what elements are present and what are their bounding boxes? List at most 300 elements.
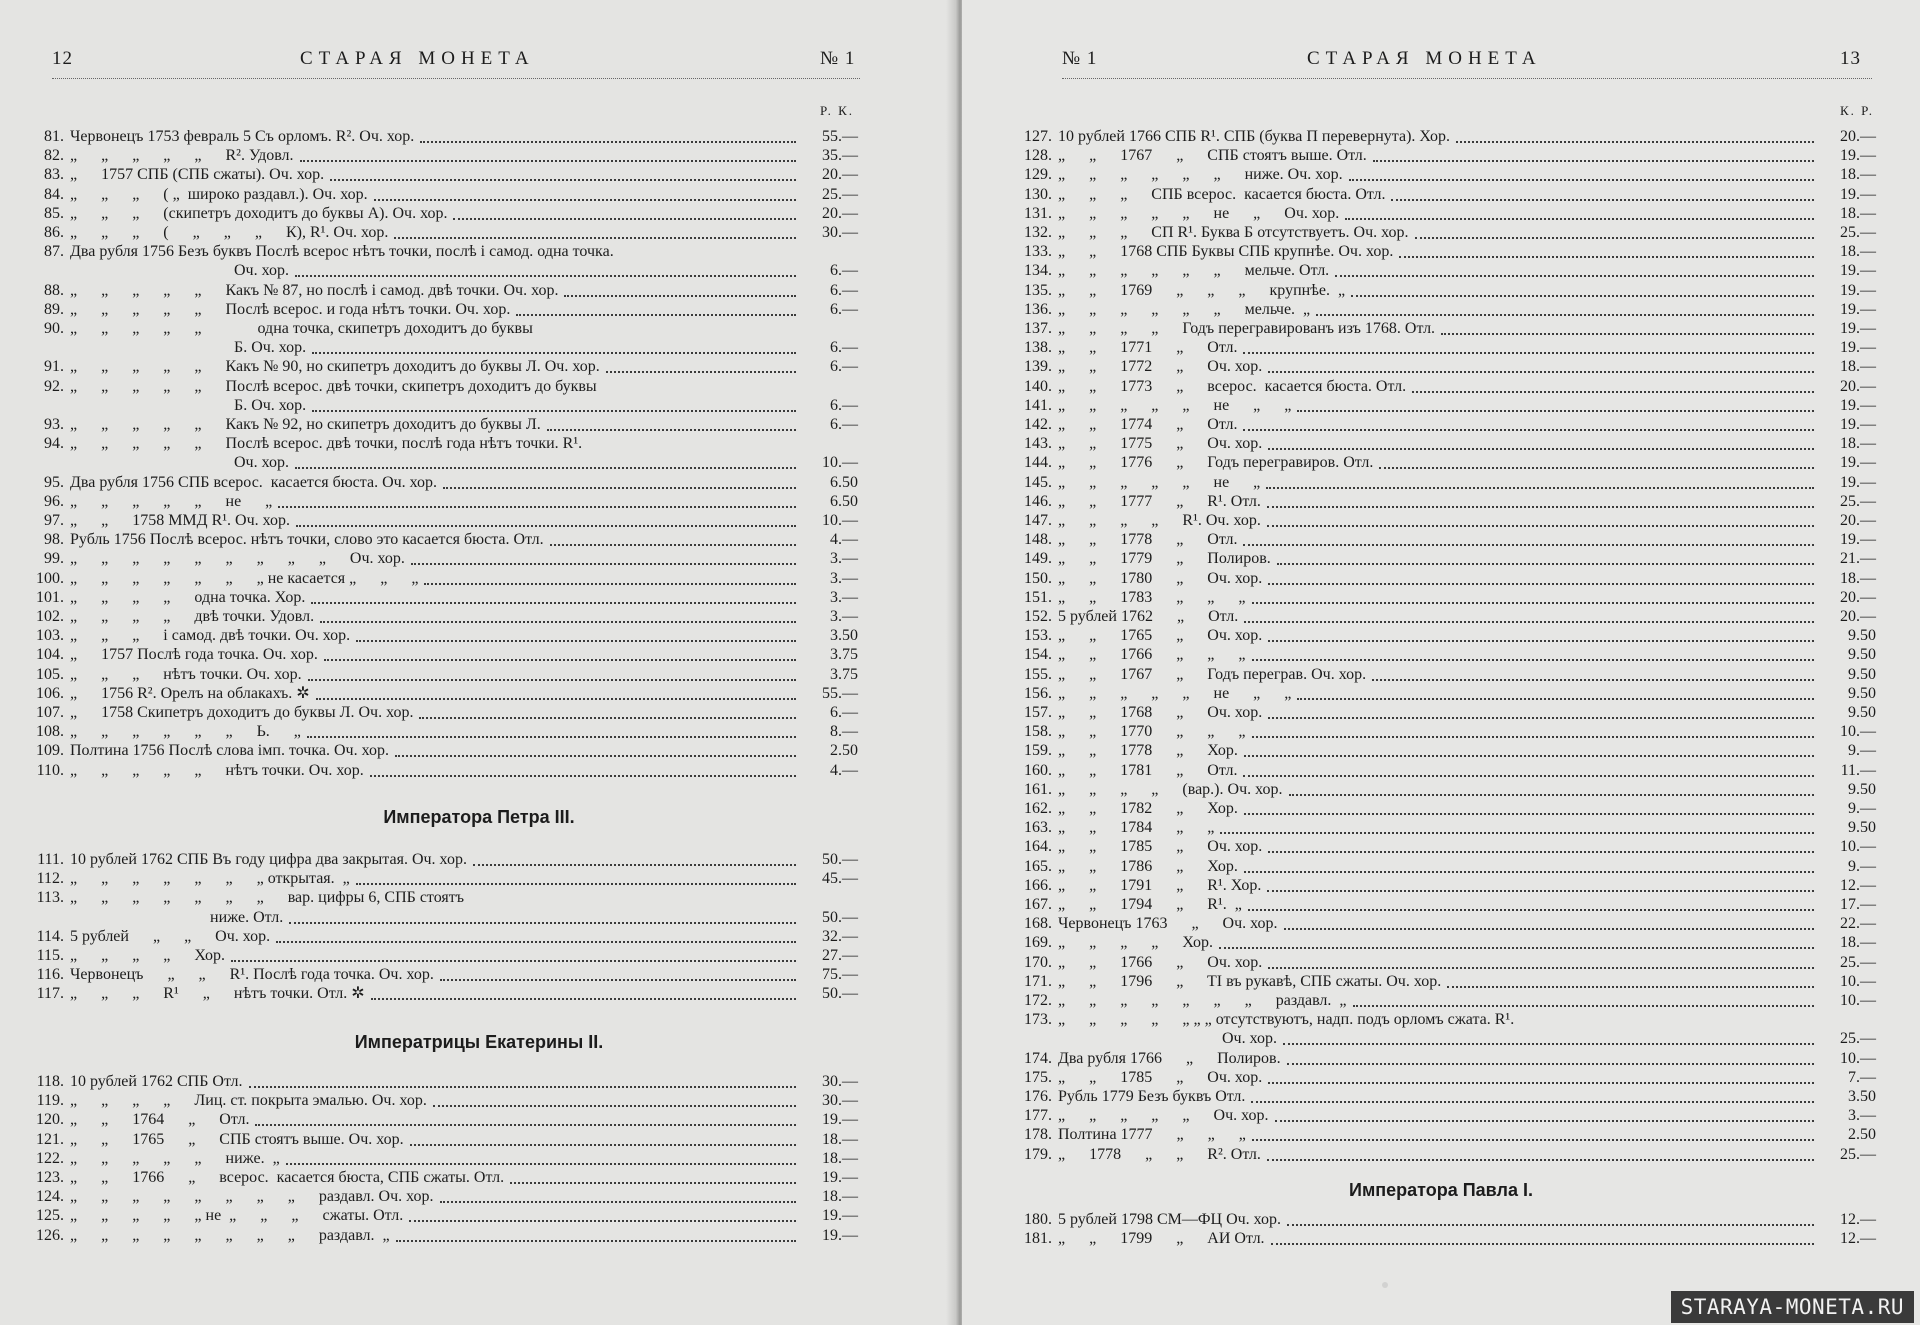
leader-dots (1252, 602, 1814, 604)
leader-dots (547, 429, 796, 431)
entry-description: „ „ 1785 „ Оч. хор. (1058, 838, 1263, 856)
entry-price: 7.— (1848, 1068, 1876, 1086)
catalogue-entry (1006, 511, 1876, 531)
entry-number: 172. (1024, 992, 1052, 1009)
entry-description: Б. Оч. хор. (70, 396, 307, 414)
catalogue-entry (18, 473, 858, 493)
entry-price: 19.— (1840, 262, 1876, 280)
leader-dots (550, 544, 796, 546)
entry-description: „ „ 1791 „ R¹. Хор. (1058, 876, 1262, 894)
leader-dots (1316, 314, 1814, 316)
leader-dots (295, 467, 796, 469)
leader-dots (1412, 391, 1814, 393)
catalogue-entry (18, 511, 858, 531)
entry-price: 19.— (1840, 531, 1876, 549)
entry-price: 10.— (822, 512, 858, 529)
right-running-head (962, 48, 1920, 78)
entry-description: „ „ „ нѣтъ точки. Оч. хор. (70, 665, 302, 683)
leader-dots (1268, 371, 1814, 373)
entry-price: 6.— (830, 262, 858, 280)
leader-dots (1373, 160, 1814, 162)
catalogue-entry (18, 300, 858, 320)
entry-description: Два рубля 1756 Безъ буквъ Послѣ всерос нѣтъ точки, послѣ і самод. одна точка. (70, 243, 614, 261)
entry-description: „ „ 1774 „ Отл. (1058, 416, 1238, 433)
leader-dots (440, 979, 796, 981)
entry-price: 75.— (822, 966, 858, 984)
entry-price: 25.— (1840, 492, 1876, 510)
catalogue-entry (18, 626, 858, 646)
entry-number: 81. (44, 128, 64, 145)
entry-number: 165. (1024, 857, 1052, 875)
right-header-rule (1062, 78, 1872, 79)
leader-dots (1244, 871, 1814, 873)
catalogue-entry (1006, 473, 1876, 493)
leader-dots (1251, 1101, 1814, 1103)
entry-price: 18.— (1840, 204, 1876, 222)
leader-dots (1447, 986, 1814, 988)
leader-dots (433, 1105, 796, 1107)
leader-dots (1243, 429, 1814, 431)
catalogue-entry (18, 185, 858, 205)
entry-price: 6.— (830, 339, 858, 357)
entry-description: „ „ „ (скипетръ доходитъ до буквы А). Оч. хор. (70, 204, 448, 222)
entry-description: „ „ „ „ „ „ „ вар. цифры 6, СПБ стоятъ (70, 889, 465, 907)
leader-dots (420, 141, 796, 143)
entry-price: 18.— (1840, 243, 1876, 261)
catalogue-entry (1006, 1145, 1876, 1165)
leader-dots (1248, 909, 1814, 911)
leader-dots (1244, 755, 1814, 757)
entry-number: 85. (44, 204, 64, 222)
entry-description: „ „ „ СП R¹. Буква Б отсутствуетъ. Оч. хор. (1058, 224, 1409, 241)
entry-description: „ „ „ „ „ Послѣ всерос. двѣ точки, послѣ года нѣтъ точки. R¹. (70, 435, 583, 453)
leader-dots (249, 1086, 796, 1088)
leader-dots (1244, 813, 1814, 815)
site-watermark: STARAYA-MONETA.RU (1671, 1291, 1914, 1323)
catalogue-entry (18, 204, 858, 224)
leader-dots (1441, 333, 1814, 335)
entry-price: 2.50 (830, 742, 858, 760)
catalogue-entry (1006, 761, 1876, 781)
entry-description: „ „ 1758 ММД R¹. Оч. хор. (70, 512, 291, 529)
catalogue-entry (18, 1149, 858, 1169)
catalogue-entry (18, 645, 858, 665)
leader-dots (1399, 256, 1814, 258)
entry-number: 126. (36, 1226, 64, 1244)
leader-dots (278, 506, 796, 508)
entry-number: 113. (36, 889, 64, 907)
entry-description: „ „ „ „ „ не „ „ (1058, 684, 1292, 702)
entry-number: 118. (36, 1073, 64, 1090)
catalogue-entry (18, 684, 858, 704)
entry-price: 19.— (1840, 320, 1876, 337)
entry-number: 100. (36, 569, 64, 587)
entry-number: 102. (36, 608, 64, 625)
entry-description: „ „ „ „ „ не „ (70, 492, 273, 510)
leader-dots (1243, 352, 1814, 354)
entry-price: 3.50 (1848, 1088, 1876, 1105)
entry-number: 166. (1024, 876, 1052, 894)
leader-dots (330, 179, 796, 181)
entry-description: „ „ „ „ „ Оч. хор. (1058, 1107, 1269, 1125)
entry-price: 30.— (822, 1073, 858, 1090)
entry-price: 12.— (1840, 1211, 1876, 1228)
leader-dots (1244, 621, 1814, 623)
entry-price: 19.— (822, 1111, 858, 1129)
right-section-paul: Императора Павла I. (1349, 1180, 1533, 1200)
catalogue-entry (1006, 223, 1876, 243)
entry-price: 25.— (1840, 953, 1876, 971)
entry-number: 145. (1024, 473, 1052, 491)
entry-description: „ „ „ „ Годъ перегравированъ изъ 1768. Отл. (1058, 320, 1436, 337)
catalogue-entry (1006, 357, 1876, 377)
entry-number: 139. (1024, 358, 1052, 376)
entry-description: „ „ „ „ (вар.). Оч. хор. (1058, 780, 1283, 798)
entry-number: 127. (1024, 128, 1052, 145)
leader-dots (1351, 295, 1814, 297)
entry-number: 136. (1024, 300, 1052, 318)
entry-description: „ „ „ „ „ „ „ „ раздавл. Оч. хор. (70, 1188, 434, 1206)
entry-number: 120. (36, 1111, 64, 1129)
entry-description: „ „ „ ( „ широко раздавл.). Оч. хор. (70, 185, 368, 203)
leader-dots (1268, 583, 1814, 585)
catalogue-entry (1006, 953, 1876, 973)
catalogue-entry (1006, 1106, 1876, 1126)
entry-number: 112. (36, 870, 64, 888)
entry-price: 3.50 (830, 627, 858, 645)
entry-number: 122. (36, 1149, 64, 1167)
catalogue-entry (18, 703, 858, 723)
leader-dots (1268, 640, 1814, 642)
entry-description: „ „ „ „ „ „ „ отсутствуютъ, надп. подъ орломъ сжата. R¹. (1058, 1011, 1515, 1029)
catalogue-entry (1006, 165, 1876, 185)
leader-dots (1220, 832, 1814, 834)
entry-price: 6.— (830, 396, 858, 414)
catalogue-entry (18, 965, 858, 985)
entry-price: 19.— (1840, 473, 1876, 491)
leader-dots (410, 1144, 796, 1146)
entry-description: „ „ „ „ Хор. (1058, 934, 1213, 952)
entry-number: 82. (44, 147, 64, 165)
entry-price: 25.— (1840, 1145, 1876, 1163)
catalogue-entry (18, 242, 858, 262)
entry-price: 12.— (1840, 1230, 1876, 1248)
entry-description: „ „ 1766 „ „ „ (1058, 646, 1246, 664)
leader-dots (1297, 698, 1814, 700)
catalogue-entry (1006, 338, 1876, 358)
entry-number: 173. (1024, 1011, 1052, 1029)
entry-description: Червонецъ 1763 „ Оч. хор. (1058, 915, 1278, 933)
entry-description: Полтина 1777 „ „ „ (1058, 1126, 1246, 1144)
entry-description: „ „ „ „ „ не „ (1058, 473, 1261, 491)
catalogue-entry (1006, 146, 1876, 166)
entry-description: „ „ 1778 „ Отл. (1058, 531, 1238, 549)
entry-price: 19.— (1840, 454, 1876, 472)
catalogue-entry (1006, 242, 1876, 262)
entry-price: 20.— (822, 166, 858, 184)
entry-description: 10 рублей 1762 СПБ Въ году цифра два закрытая. Оч. хор. (70, 851, 467, 868)
catalogue-entry (18, 261, 858, 281)
leader-dots (453, 218, 796, 220)
entry-number: 178. (1024, 1126, 1052, 1144)
entry-description: Оч. хор. (1058, 1030, 1277, 1048)
left-page (0, 0, 958, 1325)
entry-price: 9.— (1848, 857, 1876, 875)
entry-price: 9.50 (1848, 704, 1876, 721)
entry-description: „ „ 1772 „ Оч. хор. (1058, 358, 1263, 376)
entry-description: Рубль 1779 Безъ буквъ Отл. (1058, 1088, 1246, 1105)
entry-price: 10.— (1840, 838, 1876, 856)
leader-dots (1456, 141, 1814, 143)
entry-description: Червонецъ „ „ R¹. Послѣ года точка. Оч. хор. (70, 966, 434, 984)
leader-dots (311, 602, 796, 604)
leader-dots (1415, 237, 1814, 239)
entry-price: 20.— (1840, 512, 1876, 529)
entry-price: 3.— (830, 569, 858, 587)
leader-dots (606, 371, 796, 373)
entry-description: „ „ „ „ „ „ „ не касается „ „ „ (70, 569, 419, 587)
catalogue-entry (1006, 300, 1876, 320)
entry-description: „ „ „ „ „ одна точка, скипетръ доходитъ до буквы (70, 320, 533, 337)
entry-number: 176. (1024, 1088, 1052, 1105)
entry-description: „ 1757 Послѣ года точка. Оч. хор. (70, 646, 318, 664)
entry-price: 9.50 (1848, 819, 1876, 837)
entry-description: 5 рублей 1762 „ Отл. (1058, 608, 1239, 625)
entry-description: „ „ 1764 „ Отл. (70, 1111, 250, 1129)
entry-number: 148. (1024, 531, 1052, 549)
entry-price: 20.— (1840, 377, 1876, 395)
entry-description: „ „ „ „ двѣ точки. Удовл. (70, 608, 315, 625)
entry-description: „ „ 1769 „ „ „ крупнѣе. „ (1058, 281, 1346, 299)
entry-number: 121. (36, 1130, 64, 1148)
catalogue-entry (1006, 684, 1876, 704)
entry-number: 171. (1024, 972, 1052, 990)
entry-price: 25.— (1840, 1030, 1876, 1048)
catalogue-entry (18, 1130, 858, 1150)
entry-price: 32.— (822, 927, 858, 945)
entry-price: 19.— (1840, 300, 1876, 318)
entry-description: „ „ „ ( „ „ „ К), R¹. Оч. хор. (70, 224, 389, 241)
left-issue-number: № 1 (820, 48, 856, 69)
entry-description: „ „ 1771 „ Отл. (1058, 339, 1238, 357)
entry-price: 9.50 (1848, 780, 1876, 798)
entry-price: 2.50 (1848, 1126, 1876, 1144)
catalogue-entry (18, 357, 858, 377)
catalogue-entry (18, 434, 858, 454)
catalogue-entry (18, 549, 858, 569)
entry-price: 30.— (822, 1092, 858, 1110)
catalogue-entry (1006, 415, 1876, 435)
entry-description: „ „ „ „ „ Послѣ всерос. и года нѣтъ точки. Оч. хор. (70, 300, 511, 318)
entry-number: 108. (36, 723, 64, 741)
leader-dots (1283, 1043, 1814, 1045)
right-journal-title: СТАРАЯ МОНЕТА (1307, 48, 1542, 69)
entry-number: 134. (1024, 262, 1052, 280)
entry-number: 164. (1024, 838, 1052, 856)
entry-description: „ „ „ „ „ Какъ № 87, но послѣ і самод. двѣ точки. Оч. хор. (70, 281, 559, 299)
leader-dots (440, 1201, 796, 1203)
entry-number: 137. (1024, 320, 1052, 337)
entry-number: 107. (36, 704, 64, 721)
catalogue-entry (18, 338, 858, 358)
leader-dots (1252, 659, 1814, 661)
entry-price: 55.— (822, 128, 858, 145)
catalogue-entry (1006, 1010, 1876, 1030)
print-speck (1382, 1282, 1388, 1288)
leader-dots (1287, 1063, 1814, 1065)
leader-dots (1349, 179, 1814, 181)
leader-dots (356, 640, 796, 642)
entry-description: „ „ „ „ „ нѣтъ точки. Оч. хор. (70, 761, 364, 779)
entry-number: 119. (36, 1092, 64, 1110)
catalogue-entry (18, 1226, 858, 1246)
leader-dots (1267, 1159, 1814, 1161)
entry-number: 116. (36, 966, 64, 984)
left-section-peter: Императора Петра III. (383, 807, 575, 827)
entry-description: „ „ „ „ одна точка. Хор. (70, 588, 306, 606)
catalogue-entry (1006, 549, 1876, 569)
entry-price: 20.— (1840, 588, 1876, 606)
entry-price: 50.— (822, 908, 858, 926)
entry-price: 19.— (1840, 147, 1876, 165)
catalogue-entry (1006, 1049, 1876, 1069)
entry-price: 4.— (830, 761, 858, 779)
entry-number: 92. (44, 377, 64, 395)
entry-price: 17.— (1840, 896, 1876, 913)
entry-number: 125. (36, 1207, 64, 1225)
leader-dots (276, 941, 796, 943)
entry-price: 18.— (1840, 435, 1876, 453)
leader-dots (231, 960, 796, 962)
leader-dots (1277, 563, 1814, 565)
entry-number: 157. (1024, 704, 1052, 721)
leader-dots (1252, 1139, 1814, 1141)
entry-number: 143. (1024, 435, 1052, 453)
leader-dots (289, 922, 796, 924)
catalogue-entry (1006, 281, 1876, 301)
leader-dots (443, 487, 796, 489)
entry-number: 101. (36, 588, 64, 606)
leader-dots (1267, 890, 1814, 892)
entry-price: 25.— (822, 185, 858, 203)
entry-description: „ „ 1768 СПБ Буквы СПБ крупнѣе. Оч. хор. (1058, 243, 1394, 261)
catalogue-entry (1006, 722, 1876, 742)
catalogue-entry (1006, 396, 1876, 416)
leader-dots (312, 352, 796, 354)
entry-number: 135. (1024, 281, 1052, 299)
entry-number: 169. (1024, 934, 1052, 952)
entry-number: 161. (1024, 780, 1052, 798)
leader-dots (1268, 1082, 1814, 1084)
entry-description: Два рубля 1756 СПБ всерос. касается бюста. Оч. хор. (70, 473, 438, 491)
entry-number: 129. (1024, 166, 1052, 184)
entry-price: 35.— (822, 147, 858, 165)
entry-price: 20.— (822, 204, 858, 222)
catalogue-entry (18, 741, 858, 761)
catalogue-entry (1006, 1029, 1876, 1049)
entry-description: „ „ „ „ „ „ ниже. Оч. хор. (1058, 166, 1343, 184)
catalogue-entry (1006, 1210, 1876, 1230)
leader-dots (312, 410, 796, 412)
entry-description: „ „ „ „ „ „ мельче. „ (1058, 300, 1311, 318)
entry-price: 9.50 (1848, 646, 1876, 664)
catalogue-entry (1006, 665, 1876, 685)
entry-description: „ „ „ „ „ Какъ № 92, но скипетръ доходитъ до буквы Л. (70, 416, 541, 433)
catalogue-entry (1006, 607, 1876, 627)
entry-number: 163. (1024, 819, 1052, 837)
catalogue-entry (1006, 1125, 1876, 1145)
leader-dots (1372, 679, 1814, 681)
catalogue-entry (1006, 914, 1876, 934)
entry-number: 90. (44, 320, 64, 337)
leader-dots (1271, 1243, 1814, 1245)
entry-description: „ 1778 „ „ R². Отл. (1058, 1145, 1261, 1163)
entry-price: 10.— (1840, 723, 1876, 741)
entry-number: 156. (1024, 684, 1052, 702)
entry-number: 123. (36, 1169, 64, 1186)
leader-dots (1391, 199, 1814, 201)
catalogue-entry (18, 530, 858, 550)
catalogue-entry (1006, 972, 1876, 992)
entry-description: „ „ 1786 „ Хор. (1058, 857, 1238, 875)
catalogue-entry (1006, 799, 1876, 819)
entry-price: 55.— (822, 684, 858, 702)
entry-description: „ „ „ „ „ R². Удовл. (70, 147, 294, 165)
entry-description: „ „ „ „ „ „ „ „ „ Оч. хор. (70, 550, 405, 568)
catalogue-entry (1006, 818, 1876, 838)
right-page (962, 0, 1920, 1325)
entry-description: „ „ 1799 „ АИ Отл. (1058, 1230, 1265, 1248)
entry-description: 5 рублей 1798 СМ—ФЦ Оч. хор. (1058, 1211, 1282, 1228)
entry-number: 117. (36, 985, 64, 1003)
catalogue-entry (1006, 319, 1876, 339)
leader-dots (419, 717, 796, 719)
leader-dots (370, 775, 796, 777)
entry-number: 179. (1024, 1145, 1052, 1163)
entry-number: 175. (1024, 1068, 1052, 1086)
entry-description: „ „ „ „ „ не „ „ (1058, 396, 1292, 414)
entry-number: 94. (44, 435, 64, 453)
catalogue-entry (1006, 1087, 1876, 1107)
entry-description: „ „ 1766 „ всерос. касается бюста, СПБ сжаты. Отл. (70, 1169, 505, 1186)
leader-dots (1353, 1005, 1814, 1007)
catalogue-entry (1006, 857, 1876, 877)
catalogue-entry (1006, 434, 1876, 454)
leader-dots (295, 275, 796, 277)
entry-number: 86. (44, 224, 64, 241)
entry-price: 10.— (1840, 972, 1876, 990)
entry-description: „ „ 1780 „ Оч. хор. (1058, 569, 1263, 587)
catalogue-entry (1006, 453, 1876, 473)
leader-dots (1284, 928, 1814, 930)
entry-description: „ „ „ „ „ „ „ раздавл. „ (1058, 992, 1347, 1009)
entry-price: 6.— (830, 416, 858, 433)
entry-number: 109. (36, 742, 64, 760)
entry-price: 9.— (1848, 742, 1876, 760)
entry-number: 159. (1024, 742, 1052, 760)
entry-number: 98. (44, 531, 64, 549)
entry-price: 18.— (822, 1149, 858, 1167)
entry-number: 140. (1024, 377, 1052, 395)
entry-description: „ „ „ „ „ Какъ № 90, но скипетръ доходитъ до буквы Л. Оч. хор. (70, 358, 600, 376)
entry-price: 6.— (830, 300, 858, 318)
entry-description: „ „ 1782 „ Хор. (1058, 800, 1238, 817)
left-running-head (0, 48, 958, 78)
entry-number: 124. (36, 1188, 64, 1206)
catalogue-entry (1006, 780, 1876, 800)
entry-number: 110. (36, 761, 64, 779)
entry-number: 146. (1024, 492, 1052, 510)
